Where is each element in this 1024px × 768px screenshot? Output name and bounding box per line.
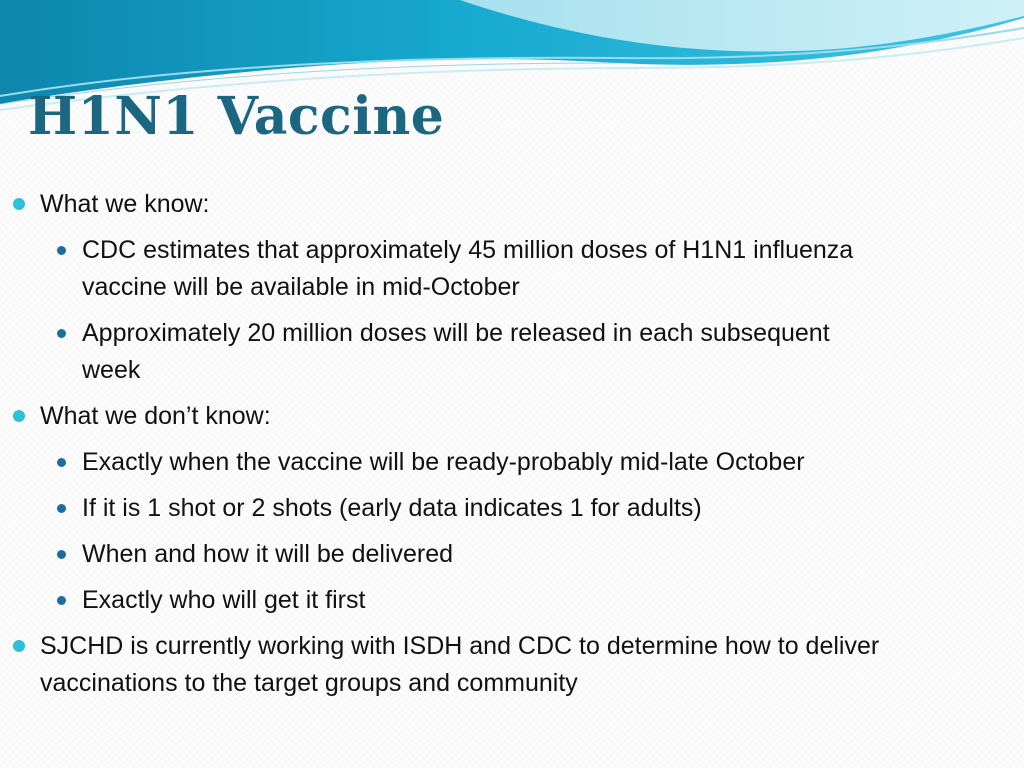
sub-bullet-dot-icon [57,596,66,605]
sub-bullet-item [0,232,1024,306]
bullet-text: CDC estimates that approximately 45 million doses of H1N1 influenza vaccine will be available in mid-October [82,236,854,301]
sub-bullet-item [0,582,1024,619]
bullet-text: When and how it will be delivered [82,540,454,568]
bullet-text: What we know: [40,190,210,218]
slide-title: H1N1 Vaccine [28,86,445,147]
bullet-item [0,186,1024,223]
sub-bullet-dot-icon [57,504,66,513]
sub-bullet-dot-icon [57,329,66,338]
bullet-text: Exactly who will get it first [82,586,366,614]
sub-bullet-dot-icon [57,246,66,255]
bullet-text: Approximately 20 million doses will be released in each subsequent week [82,319,830,384]
sub-bullet-dot-icon [57,458,66,467]
bullet-list [0,186,1024,711]
sub-bullet-item [0,315,1024,389]
bullet-item [0,628,1024,702]
sub-bullet-dot-icon [57,550,66,559]
bullet-text: What we don’t know: [40,402,271,430]
bullet-dot-icon [13,640,25,652]
sub-bullet-item [0,536,1024,573]
sub-bullet-item [0,490,1024,527]
bullet-text: Exactly when the vaccine will be ready-probably mid-late October [82,448,805,476]
bullet-item [0,398,1024,435]
bullet-dot-icon [13,198,25,210]
bullet-text: SJCHD is currently working with ISDH and CDC to determine how to deliver vaccinations to the target groups and community [40,632,880,697]
bullet-text: If it is 1 shot or 2 shots (early data indicates 1 for adults) [82,494,702,522]
bullet-dot-icon [13,410,25,422]
sub-bullet-item [0,444,1024,481]
